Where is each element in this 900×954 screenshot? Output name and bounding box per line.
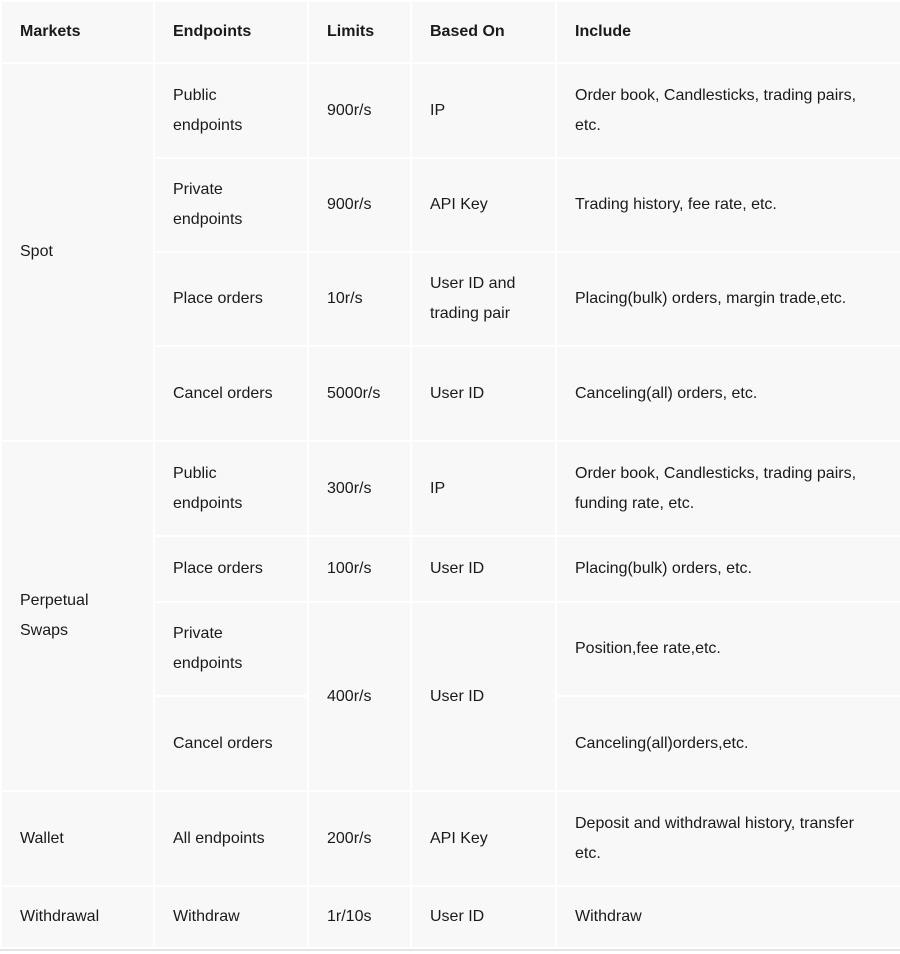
header-row [1,1,900,63]
endpoint-cell: Withdraw [154,886,308,948]
include-cell: Deposit and withdrawal history, transfer etc. [556,791,900,886]
include-cell: Order book, Candlesticks, trading pairs, etc. [556,63,900,158]
endpoint-cell: All endpoints [154,791,308,886]
based-on-cell: IP [411,441,556,536]
column-header-include: Include [556,1,900,63]
endpoint-cell: Place orders [154,536,308,602]
endpoint-cell: Public endpoints [154,441,308,536]
based-on-cell: User ID [411,602,556,791]
endpoint-cell: Public endpoints [154,63,308,158]
market-cell-spot: Spot [1,63,154,441]
based-on-cell: User ID and trading pair [411,252,556,346]
endpoint-cell: Cancel orders [154,346,308,441]
table-row [1,791,900,886]
based-on-cell: IP [411,63,556,158]
based-on-cell: API Key [411,791,556,886]
based-on-cell: User ID [411,536,556,602]
table-row [1,63,900,158]
column-header-limits: Limits [308,1,411,63]
table-row [1,441,900,536]
based-on-cell: API Key [411,158,556,252]
limit-cell: 5000r/s [308,346,411,441]
limit-cell: 200r/s [308,791,411,886]
include-cell: Placing(bulk) orders, etc. [556,536,900,602]
endpoint-cell: Private endpoints [154,602,308,696]
endpoint-cell: Place orders [154,252,308,346]
limit-cell: 100r/s [308,536,411,602]
limit-cell: 900r/s [308,63,411,158]
limit-cell: 1r/10s [308,886,411,948]
column-header-markets: Markets [1,1,154,63]
include-cell: Placing(bulk) orders, margin trade,etc. [556,252,900,346]
include-cell: Order book, Candlesticks, trading pairs, funding rate, etc. [556,441,900,536]
endpoint-cell: Private endpoints [154,158,308,252]
include-cell: Canceling(all)orders,etc. [556,696,900,791]
limit-cell: 300r/s [308,441,411,536]
column-header-based-on: Based On [411,1,556,63]
market-cell-wallet: Wallet [1,791,154,886]
market-cell-perpetual-swaps: Perpetual Swaps [1,441,154,791]
include-cell: Withdraw [556,886,900,948]
include-cell: Trading history, fee rate, etc. [556,158,900,252]
limit-cell: 900r/s [308,158,411,252]
based-on-cell: User ID [411,886,556,948]
endpoint-cell: Cancel orders [154,696,308,791]
limit-cell: 400r/s [308,602,411,791]
market-cell-withdrawal: Withdrawal [1,886,154,948]
include-cell: Position,fee rate,etc. [556,602,900,696]
column-header-endpoints: Endpoints [154,1,308,63]
limit-cell: 10r/s [308,252,411,346]
table-row [1,886,900,948]
include-cell: Canceling(all) orders, etc. [556,346,900,441]
based-on-cell: User ID [411,346,556,441]
